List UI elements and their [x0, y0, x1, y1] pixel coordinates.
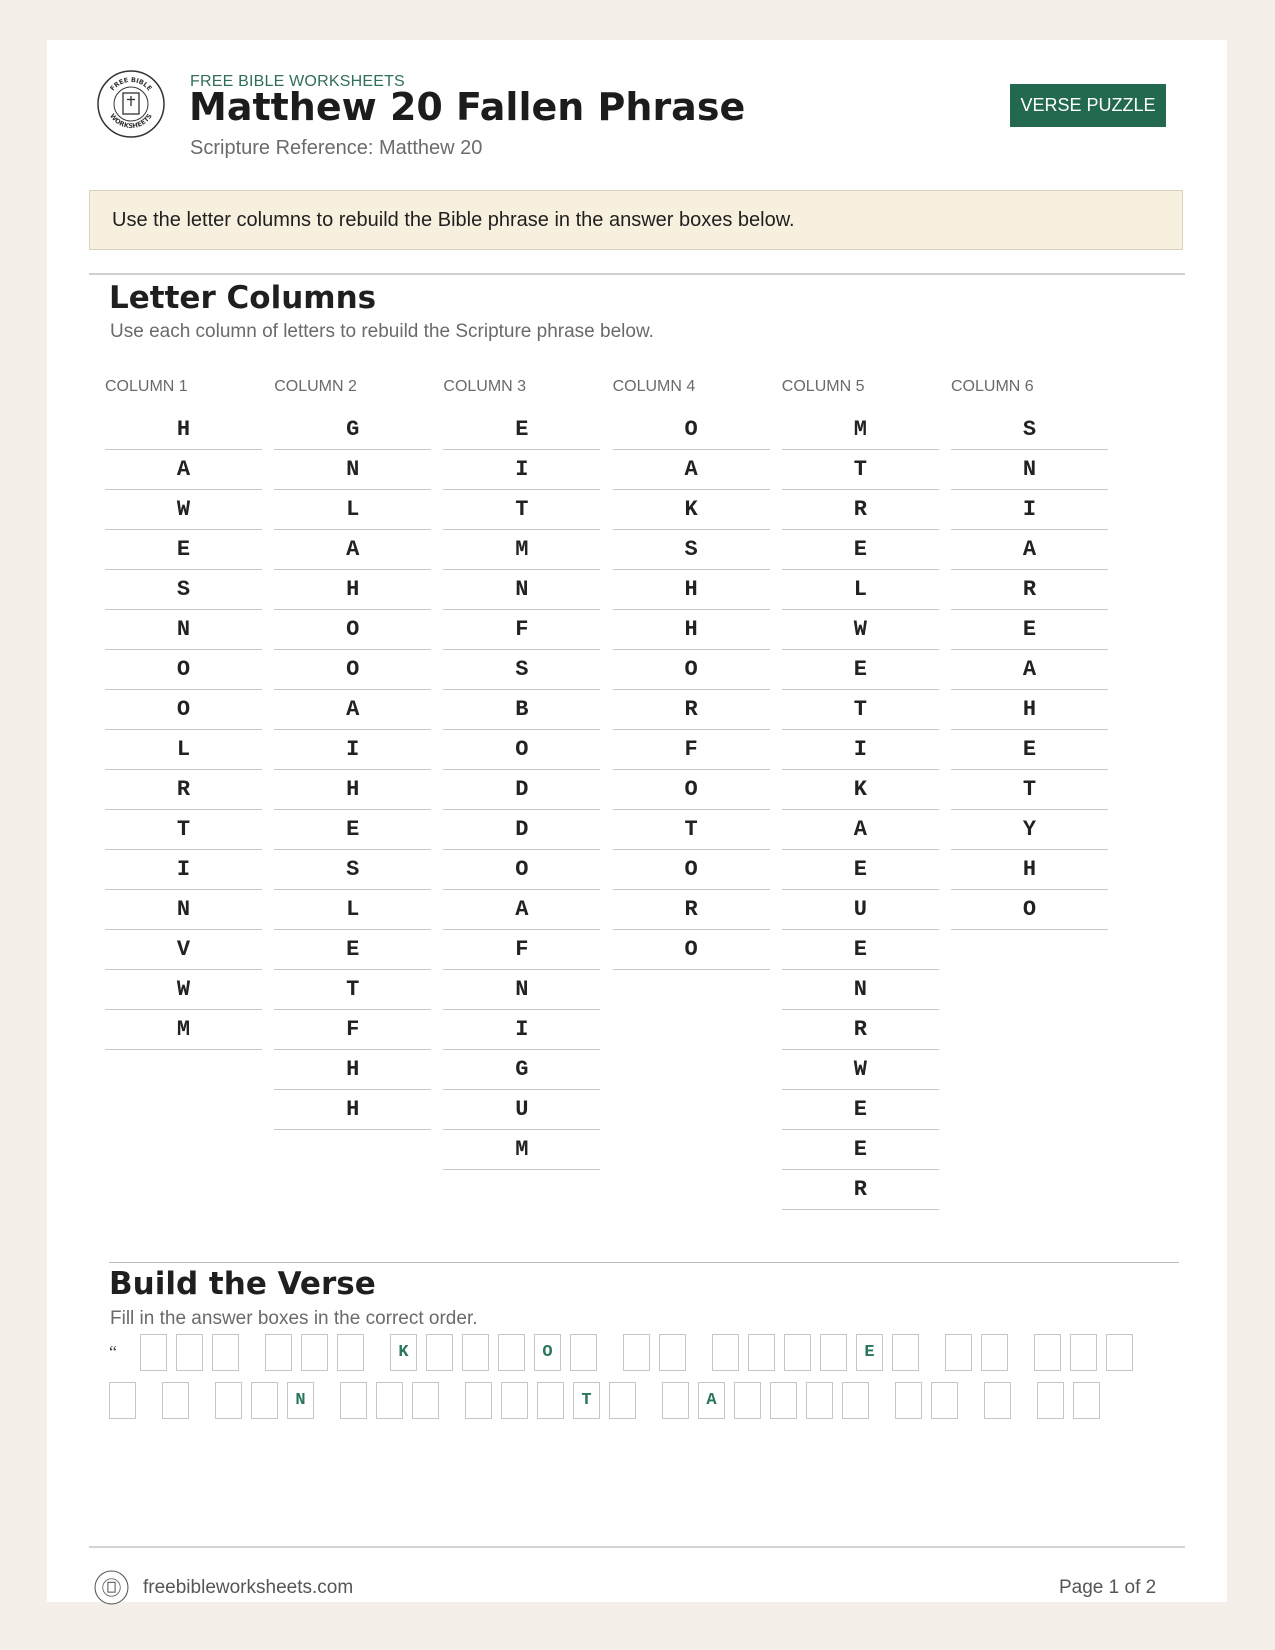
page-title: Matthew 20 Fallen Phrase [189, 85, 746, 129]
answer-line-1 [109, 1334, 1142, 1371]
answer-box-prefilled: N [287, 1382, 314, 1419]
answer-box[interactable] [806, 1382, 833, 1419]
column-letter: O [105, 690, 262, 730]
column-letter: O [613, 650, 770, 690]
build-verse-heading: Build the Verse [109, 1266, 376, 1302]
answer-box-prefilled: K [390, 1334, 417, 1371]
instruction-banner: Use the letter columns to rebuild the Bible phrase in the answer boxes below. [89, 190, 1183, 250]
answer-box[interactable] [570, 1334, 597, 1371]
column-letter: A [951, 530, 1108, 570]
column-letter: E [782, 930, 939, 970]
column-letter: I [443, 1010, 600, 1050]
column-letter: A [613, 450, 770, 490]
column-letter: D [443, 810, 600, 850]
column-letter: N [443, 570, 600, 610]
column-letter: H [274, 570, 431, 610]
scripture-reference: Scripture Reference: Matthew 20 [190, 137, 483, 159]
answer-box[interactable] [820, 1334, 847, 1371]
column-letter: F [443, 930, 600, 970]
column-letter: M [443, 530, 600, 570]
column-letter: O [105, 650, 262, 690]
answer-box[interactable] [748, 1334, 775, 1371]
verse-puzzle-badge: VERSE PUZZLE [1010, 84, 1166, 127]
answer-box[interactable] [412, 1382, 439, 1419]
column-letter: E [782, 1090, 939, 1130]
letter-column-3 [443, 377, 600, 1170]
letter-column-4 [613, 377, 770, 970]
column-letter: W [782, 610, 939, 650]
column-label: COLUMN 6 [951, 378, 1034, 395]
column-label: COLUMN 5 [781, 378, 865, 395]
column-letter: R [613, 690, 770, 730]
answer-box[interactable] [109, 1382, 136, 1419]
answer-box[interactable] [537, 1382, 564, 1419]
answer-box[interactable] [931, 1382, 958, 1419]
column-letter: F [274, 1010, 431, 1050]
column-letter: E [951, 610, 1108, 650]
column-letter: S [274, 850, 431, 890]
worksheet-page [47, 40, 1227, 1602]
column-letter: T [782, 450, 939, 490]
answer-box[interactable] [215, 1382, 242, 1419]
footer-divider [89, 1546, 1185, 1548]
column-letter: E [782, 650, 939, 690]
answer-box[interactable] [176, 1334, 203, 1371]
svg-text:WORKSHEETS: WORKSHEETS [108, 112, 154, 131]
answer-box[interactable] [623, 1334, 650, 1371]
column-letter: A [443, 890, 600, 930]
answer-box[interactable] [895, 1382, 922, 1419]
letter-column-6 [951, 377, 1108, 930]
column-letter: O [951, 890, 1108, 930]
answer-box[interactable] [984, 1382, 1011, 1419]
column-letter: O [443, 730, 600, 770]
column-letter: H [274, 1050, 431, 1090]
letter-column-5 [782, 377, 939, 1210]
answer-box[interactable] [659, 1334, 686, 1371]
column-letter: H [613, 610, 770, 650]
answer-box[interactable] [301, 1334, 328, 1371]
column-letter: M [782, 410, 939, 450]
column-letter: N [105, 890, 262, 930]
column-letter: H [274, 770, 431, 810]
column-letter: I [274, 730, 431, 770]
footer-logo-icon [94, 1570, 129, 1605]
column-letter: M [443, 1130, 600, 1170]
answer-box[interactable] [498, 1334, 525, 1371]
column-letter: I [105, 850, 262, 890]
open-quote-mark: “ [109, 1342, 117, 1362]
answer-box[interactable] [662, 1382, 689, 1419]
column-letter: T [951, 770, 1108, 810]
column-letter: I [782, 730, 939, 770]
answer-box[interactable] [426, 1334, 453, 1371]
column-label: COLUMN 3 [443, 378, 527, 395]
column-letter: E [105, 530, 262, 570]
column-letter: E [443, 410, 600, 450]
column-letter: H [613, 570, 770, 610]
answer-box[interactable] [609, 1382, 636, 1419]
column-letter: K [782, 770, 939, 810]
column-letter: E [951, 730, 1108, 770]
brand-label: FREE BIBLE WORKSHEETS [190, 73, 405, 90]
answer-box-prefilled: A [698, 1382, 725, 1419]
column-letter: S [951, 410, 1108, 450]
column-letter: N [951, 450, 1108, 490]
column-letter: O [274, 610, 431, 650]
column-letter: O [613, 410, 770, 450]
answer-box[interactable] [376, 1382, 403, 1419]
column-letter: R [951, 570, 1108, 610]
column-letter: T [782, 690, 939, 730]
column-letter: A [274, 530, 431, 570]
column-letter: W [782, 1050, 939, 1090]
column-letter: R [782, 490, 939, 530]
answer-box[interactable] [945, 1334, 972, 1371]
column-letter: Y [951, 810, 1108, 850]
column-letter: U [443, 1090, 600, 1130]
column-letter: O [613, 850, 770, 890]
column-letter: R [105, 770, 262, 810]
answer-box[interactable] [251, 1382, 278, 1419]
column-label: COLUMN 2 [274, 378, 357, 395]
answer-box[interactable] [1037, 1382, 1064, 1419]
column-letter: H [951, 690, 1108, 730]
answer-box-prefilled: O [534, 1334, 561, 1371]
page-number: Page 1 of 2 [1059, 1577, 1157, 1598]
column-letter: H [105, 410, 262, 450]
letter-columns-subheading: Use each column of letters to rebuild the Scripture phrase below. [110, 321, 654, 342]
answer-line-2 [109, 1382, 1109, 1419]
column-letter: L [105, 730, 262, 770]
column-letter: B [443, 690, 600, 730]
column-letter: T [274, 970, 431, 1010]
answer-box[interactable] [1073, 1382, 1100, 1419]
answer-box[interactable] [1034, 1334, 1061, 1371]
column-letter: V [105, 930, 262, 970]
answer-box-prefilled: T [573, 1382, 600, 1419]
svg-text:FREE BIBLE: FREE BIBLE [108, 75, 154, 93]
column-letter: A [274, 690, 431, 730]
column-letter: M [105, 1010, 262, 1050]
column-letter: R [782, 1010, 939, 1050]
column-letter: S [613, 530, 770, 570]
column-letter: N [105, 610, 262, 650]
column-letter: O [274, 650, 431, 690]
answer-box[interactable] [712, 1334, 739, 1371]
answer-box[interactable] [501, 1382, 528, 1419]
answer-box[interactable] [1070, 1334, 1097, 1371]
answer-box[interactable] [462, 1334, 489, 1371]
column-letter: H [951, 850, 1108, 890]
column-letter: W [105, 970, 262, 1010]
column-letter: R [782, 1170, 939, 1210]
column-letter: S [105, 570, 262, 610]
column-letter: W [105, 490, 262, 530]
column-letter: N [782, 970, 939, 1010]
column-letter: T [613, 810, 770, 850]
column-letter: S [443, 650, 600, 690]
answer-box[interactable] [981, 1334, 1008, 1371]
column-letter: I [443, 450, 600, 490]
column-letter: N [443, 970, 600, 1010]
answer-box[interactable] [734, 1382, 761, 1419]
column-letter: D [443, 770, 600, 810]
column-letter: L [274, 490, 431, 530]
column-letter: I [951, 490, 1108, 530]
column-letter: A [951, 650, 1108, 690]
build-verse-subheading: Fill in the answer boxes in the correct order. [110, 1308, 478, 1329]
column-letter: F [443, 610, 600, 650]
answer-box[interactable] [784, 1334, 811, 1371]
column-letter: E [782, 1130, 939, 1170]
answer-box[interactable] [892, 1334, 919, 1371]
column-letter: O [613, 770, 770, 810]
column-letter: T [105, 810, 262, 850]
divider [89, 273, 1185, 275]
answer-box[interactable] [842, 1382, 869, 1419]
column-letter: G [443, 1050, 600, 1090]
answer-box[interactable] [340, 1382, 367, 1419]
letter-column-1 [105, 377, 262, 1050]
answer-box[interactable] [1106, 1334, 1133, 1371]
answer-box[interactable] [140, 1334, 167, 1371]
column-letter: E [274, 930, 431, 970]
column-letter: L [274, 890, 431, 930]
column-letter: O [443, 850, 600, 890]
column-letter: R [613, 890, 770, 930]
bible-seal-logo-icon [97, 70, 165, 138]
column-letter: U [782, 890, 939, 930]
column-letter: T [443, 490, 600, 530]
column-letter: H [274, 1090, 431, 1130]
column-letter: K [613, 490, 770, 530]
column-letter: E [782, 530, 939, 570]
answer-box[interactable] [770, 1382, 797, 1419]
answer-box-prefilled: E [856, 1334, 883, 1371]
letter-columns-heading: Letter Columns [109, 280, 377, 316]
answer-box[interactable] [212, 1334, 239, 1371]
column-letter: L [782, 570, 939, 610]
column-letter: E [274, 810, 431, 850]
column-letter: E [782, 850, 939, 890]
answer-box[interactable] [162, 1382, 189, 1419]
column-letter: A [782, 810, 939, 850]
footer-site-url: freebibleworksheets.com [143, 1577, 354, 1598]
column-letter: A [105, 450, 262, 490]
letter-column-2 [274, 377, 431, 1130]
column-label: COLUMN 4 [612, 378, 696, 395]
column-letter: O [613, 930, 770, 970]
answer-box[interactable] [265, 1334, 292, 1371]
divider [109, 1262, 1179, 1263]
column-label: COLUMN 1 [105, 378, 188, 395]
column-letter: F [613, 730, 770, 770]
answer-box[interactable] [465, 1382, 492, 1419]
answer-box[interactable] [337, 1334, 364, 1371]
column-letter: G [274, 410, 431, 450]
column-letter: N [274, 450, 431, 490]
